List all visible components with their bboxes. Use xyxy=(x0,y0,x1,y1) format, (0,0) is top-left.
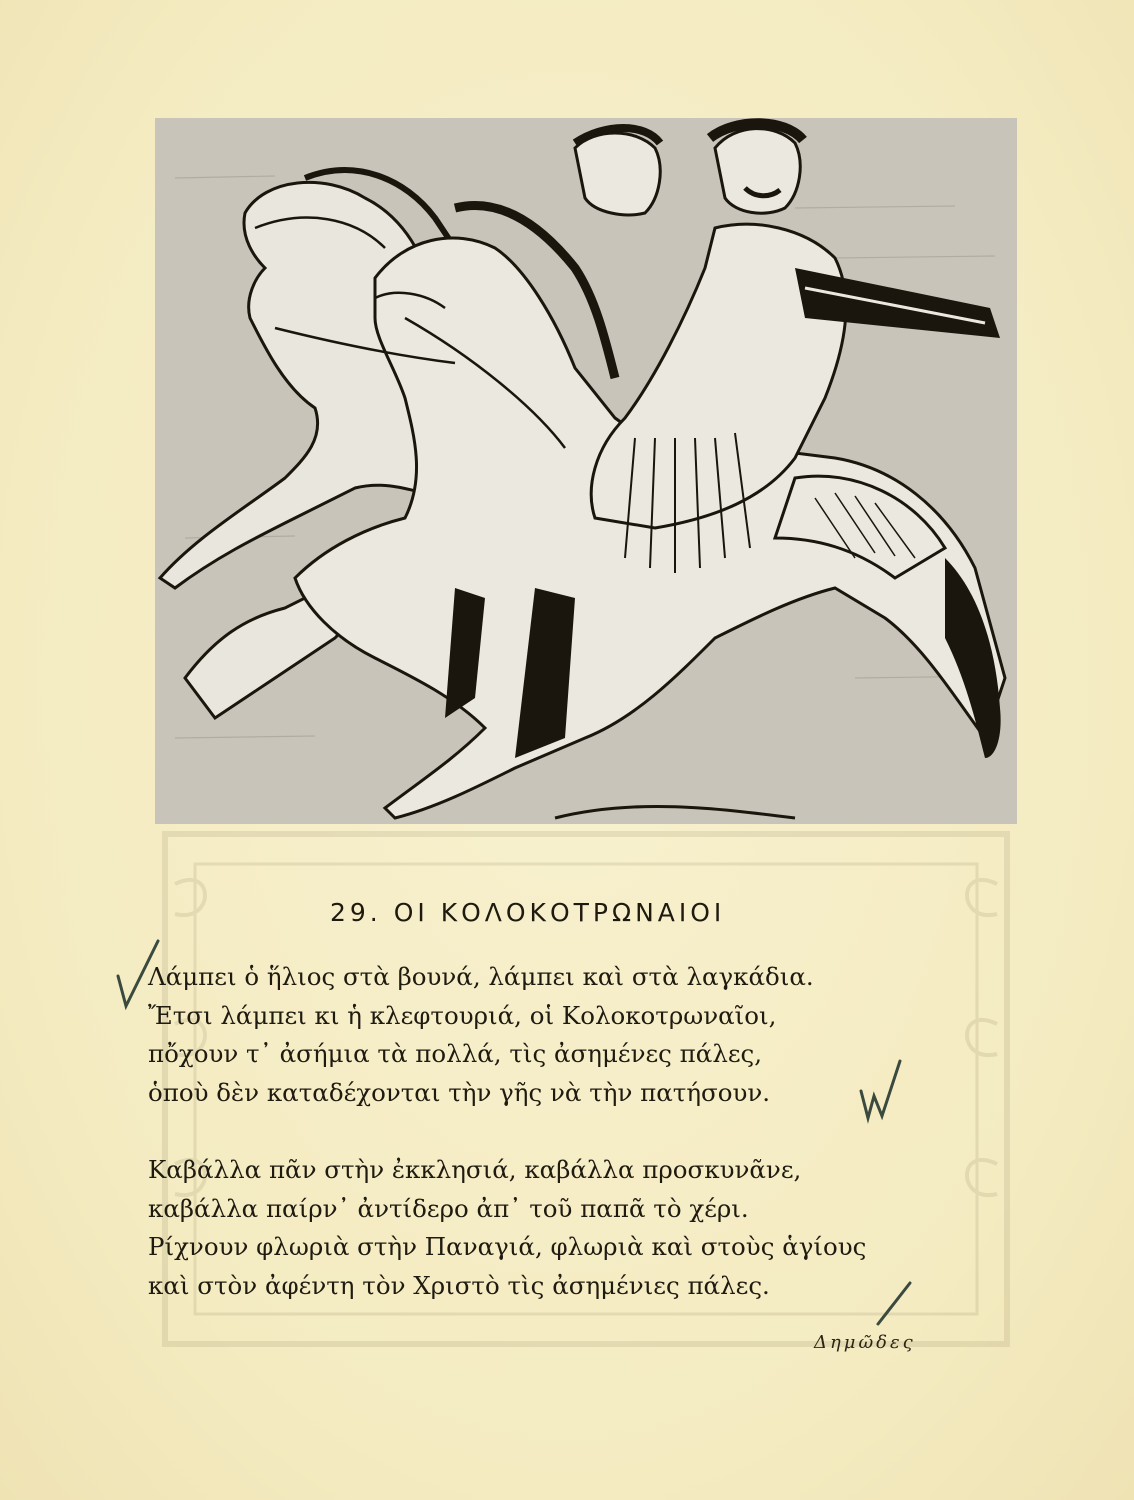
woodcut-illustration xyxy=(155,118,1017,824)
poem-stanza-1 xyxy=(148,958,948,1112)
poem-attribution: Δημῶδες xyxy=(814,1332,916,1353)
poem-stanza-2 xyxy=(148,1151,948,1305)
pencil-mark-icon xyxy=(856,1056,906,1126)
poem-line: πὄχουν τ᾽ ἀσήμια τὰ πολλά, τὶς ἀσημένες πάλες, xyxy=(148,1039,763,1068)
poem-line: Καβάλλα πᾶν στὴν ἐκκλησιά, καβάλλα προσκυνᾶνε, xyxy=(148,1155,802,1184)
poem-line: ὁποὺ δὲν καταδέχονται τὴν γῆς νὰ τὴν πατήσουν. xyxy=(148,1077,771,1107)
woodcut-riders-icon xyxy=(155,118,1017,824)
pencil-slash-icon xyxy=(870,1278,920,1328)
poem-line: Ἔτσι λάμπει κι ἡ κλεφτουριά, οἱ Κολοκοτρωναῖοι, xyxy=(148,1000,777,1030)
poem-line: Λάμπει ὁ ἥλιος στὰ βουνά, λάμπει καὶ στὰ λαγκάδια. xyxy=(148,962,814,991)
poem-title: 29. ΟΙ ΚΟΛΟΚΟΤΡΩΝΑΙΟΙ xyxy=(330,898,726,927)
poem-line: καβάλλα παίρν᾽ ἀντίδερο ἀπ᾽ τοῦ παπᾶ τὸ χέρι. xyxy=(148,1193,749,1223)
poem-line: καὶ στὸν ἀφέντη τὸν Χριστὸ τὶς ἀσημένιες πάλες. xyxy=(148,1270,770,1300)
poem-line: Ρίχνουν φλωριὰ στὴν Παναγιά, φλωριὰ καὶ στοὺς ἁγίους xyxy=(148,1232,867,1261)
pencil-checkmark-icon xyxy=(108,936,168,1026)
